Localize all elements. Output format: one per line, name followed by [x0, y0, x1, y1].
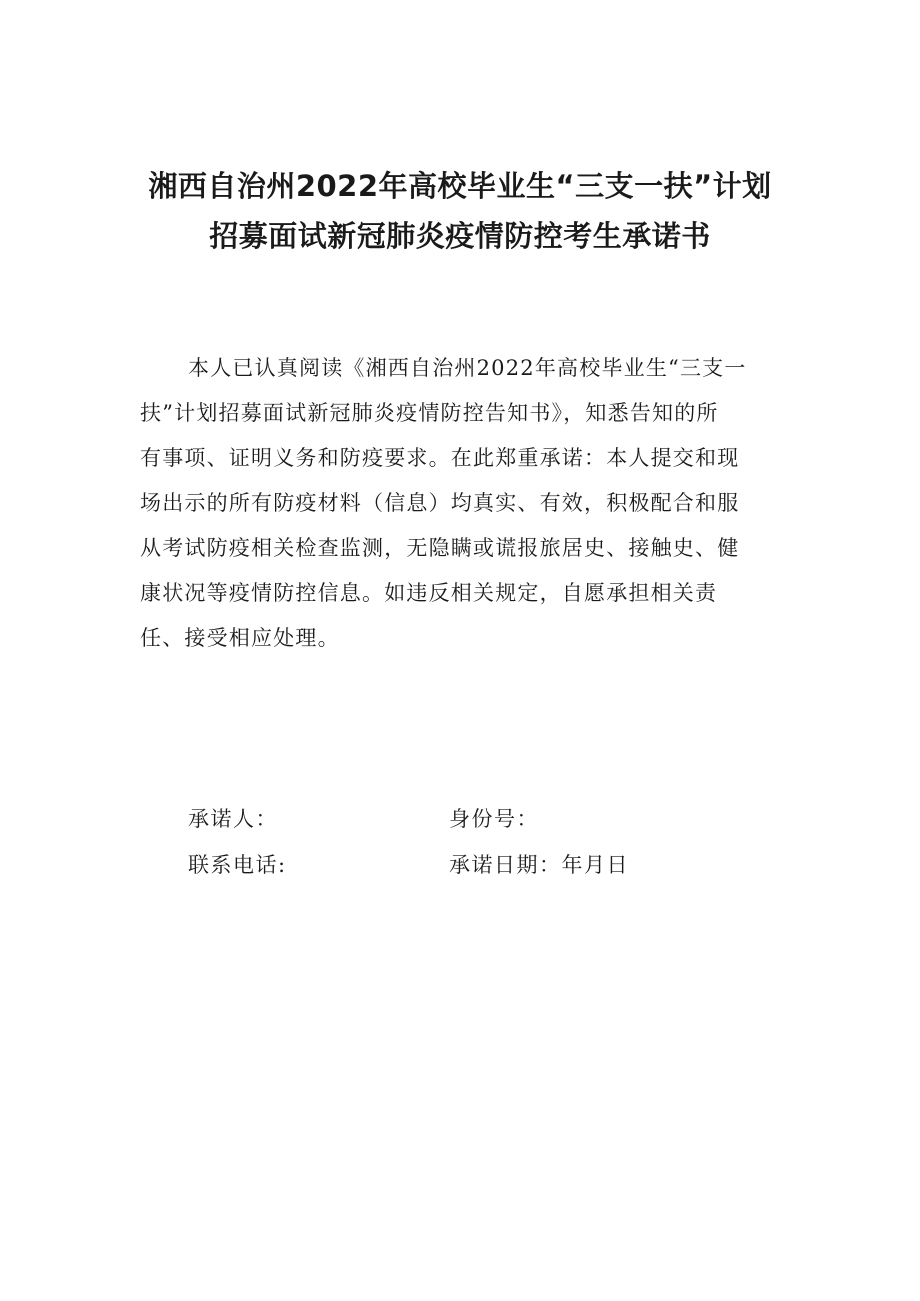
commitment-date-label: 承诺日期：年月日 — [449, 853, 629, 877]
paragraph-line-3: 有事项、证明义务和防疫要求。在此郑重承诺：本人提交和现 — [140, 446, 740, 470]
phone-label: 联系电话: — [188, 853, 287, 877]
paragraph-line-1: 本人已认真阅读《湘西自治州2022年高校毕业生“三支一 — [188, 356, 747, 380]
paragraph-line-2: 扶”计划招募面试新冠肺炎疫情防控告知书》，知悉告知的所 — [140, 401, 719, 425]
paragraph-line-4: 场出示的所有防疫材料（信息）均真实、有效，积极配合和服 — [140, 491, 740, 515]
paragraph-line-7: 任、接受相应处理。 — [140, 626, 340, 650]
commitment-paragraph — [140, 346, 790, 661]
id-number-label: 身份号： — [449, 807, 539, 831]
paragraph-line-5: 从考试防疫相关检查监测，无隐瞒或谎报旅居史、接触史、健 — [140, 536, 740, 560]
document-title-line-2: 招募面试新冠肺炎疫情防控考生承诺书 — [209, 219, 711, 253]
paragraph-line-6: 康状况等疫情防控信息。如违反相关规定，自愿承担相关责 — [140, 581, 718, 605]
promisor-label: 承诺人： — [188, 807, 278, 831]
document-title-line-1: 湘西自治州2022年高校毕业生“三支一扶”计划 — [148, 169, 772, 203]
